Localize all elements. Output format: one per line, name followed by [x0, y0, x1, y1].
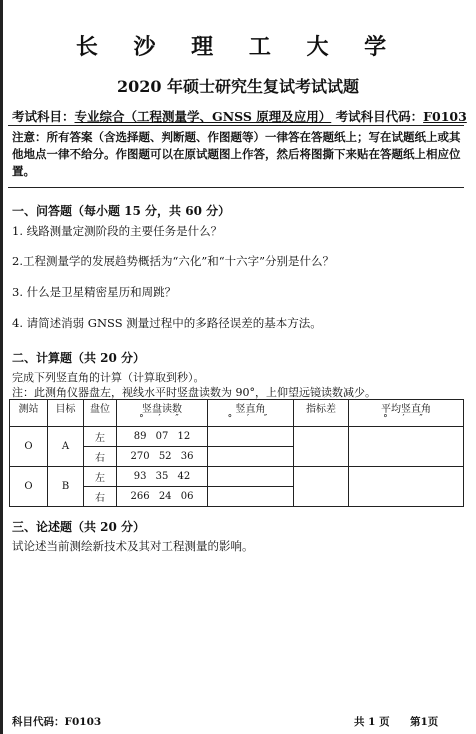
row-face: 右 [84, 487, 117, 507]
header-reading [117, 400, 208, 427]
header-vertical-angle [208, 400, 294, 427]
row-index-error [294, 427, 349, 467]
subject-code: F0103 [423, 109, 467, 124]
table-header-row [10, 400, 464, 427]
section2-heading: 二、计算题（共 20 分） [12, 351, 146, 365]
question-3: 3. 什么是卫星精密星历和周跳？ [12, 285, 177, 299]
row-vertical-angle [208, 427, 294, 447]
header-vertical-angle-label: 竖直角 [235, 404, 266, 415]
calculation-table [9, 399, 464, 507]
row-face: 右 [84, 447, 117, 467]
row-target: A [48, 427, 84, 467]
header-mean-angle-label: 平均竖直角 [381, 404, 431, 415]
footer-total-pages: 共 1 页 [354, 716, 390, 728]
header-face: 盘位 [84, 400, 117, 427]
subject-name: 专业综合（工程测量学、GNSS 原理及应用） [74, 109, 332, 124]
row-index-error [294, 467, 349, 507]
table-row [10, 427, 464, 447]
row-reading: 93 35 42 [117, 467, 208, 487]
header-index-error: 指标差 [294, 400, 349, 427]
divider-notice [8, 187, 464, 188]
header-mean-angle [349, 400, 464, 427]
section3-question: 试论述当前测绘新技术及其对工程测量的影响。 [12, 539, 254, 553]
row-face: 左 [84, 427, 117, 447]
row-station: O [10, 467, 48, 507]
header-target: 目标 [48, 400, 84, 427]
exam-title: 2020 年硕士研究生复试考试试题 [116, 77, 360, 96]
section1-heading: 一、问答题（每小题 15 分，共 60 分） [12, 204, 231, 218]
question-4: 4. 请简述消弱 GNSS 测量过程中的多路径误差的基本方法。 [12, 316, 322, 330]
footer-subject-code: 科目代码：F0103 [12, 716, 102, 728]
row-vertical-angle [208, 467, 294, 487]
row-station: O [10, 427, 48, 467]
row-reading: 266 24 06 [117, 487, 208, 507]
table-row [10, 467, 464, 487]
subject-code-label: 考试科目代码： [335, 109, 424, 124]
section2-instruction: 完成下列竖直角的计算（计算取到秒）。 [12, 371, 205, 384]
scan-edge [0, 0, 3, 734]
reading-units: ° ′ ″ [139, 414, 185, 424]
university-name: 长 沙 理 工 大 学 [75, 34, 401, 60]
header-reading-label: 竖盘读数 [142, 404, 182, 415]
row-target: B [48, 467, 84, 507]
question-1: 1. 线路测量定测阶段的主要任务是什么？ [12, 224, 223, 238]
row-mean-angle [349, 427, 464, 467]
subject-line [12, 107, 467, 125]
row-vertical-angle [208, 487, 294, 507]
footer-page-number: 第1页 [410, 716, 439, 728]
notice-text: 注意：所有答案（含选择题、判断题、作图题等）一律答在答题纸上；写在试题纸上或其他地点一律不给分。作图题可以在原试题图上作答，然后将图撕下来贴在答题纸上相应位置。 [12, 130, 461, 178]
header-station: 测站 [10, 400, 48, 427]
section3-heading: 三、论述题（共 20 分） [12, 520, 146, 534]
row-mean-angle [349, 467, 464, 507]
row-vertical-angle [208, 447, 294, 467]
row-reading: 270 52 36 [117, 447, 208, 467]
angle-units: ° ′ ″ [227, 414, 274, 424]
section2-note: 注：此测角仪器盘左，视线水平时竖盘读数为 90°，上仰望远镜读数减少。 [12, 386, 376, 399]
mean-units: ° ′ ″ [383, 414, 429, 424]
divider-top [8, 125, 464, 126]
row-reading: 89 07 12 [117, 427, 208, 447]
subject-label: 考试科目： [12, 109, 75, 124]
question-2: 2.工程测量学的发展趋势概括为“六化”和“十六字”分别是什么？ [12, 254, 334, 268]
row-face: 左 [84, 467, 117, 487]
